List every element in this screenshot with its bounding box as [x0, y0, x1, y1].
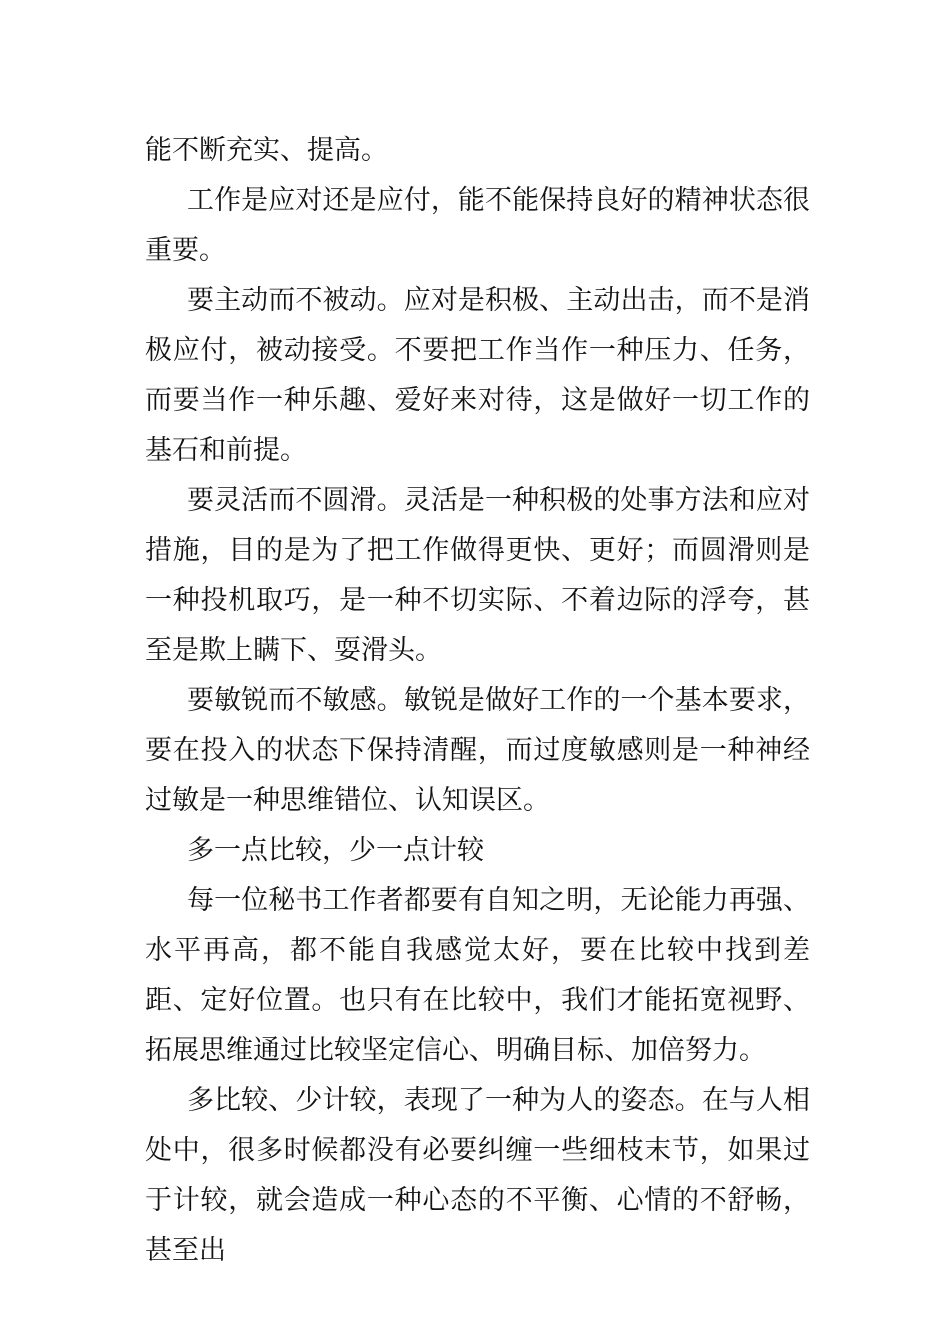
paragraph: 工作是应对还是应付，能不能保持良好的精神状态很重要。 [145, 185, 810, 266]
paragraph: 每一位秘书工作者都要有自知之明，无论能力再强、水平再高，都不能自我感觉太好，要在比较中找到差距、定好位置。也只有在比较中，我们才能拓宽视野、拓展思维通过比较坚定信心、明确目标、加倍努力。 [145, 885, 810, 1066]
paragraph: 要灵活而不圆滑。灵活是一种积极的处事方法和应对措施，目的是为了把工作做得更快、更好；而圆滑则是一种投机取巧，是一种不切实际、不着边际的浮夸，甚至是欺上瞒下、耍滑头。 [145, 485, 810, 666]
paragraph-continued: 能不断充实、提高。 [145, 135, 388, 166]
paragraph: 要主动而不被动。应对是积极、主动出击，而不是消极应付，被动接受。不要把工作当作一种压力、任务，而要当作一种乐趣、爱好来对待，这是做好一切工作的基石和前提。 [145, 285, 810, 466]
paragraph: 要敏锐而不敏感。敏锐是做好工作的一个基本要求，要在投入的状态下保持清醒，而过度敏感则是一种神经过敏是一种思维错位、认知误区。 [145, 685, 810, 816]
paragraph: 多比较、少计较，表现了一种为人的姿态。在与人相处中，很多时候都没有必要纠缠一些细枝末节，如果过于计较，就会造成一种心态的不平衡、心情的不舒畅，甚至出 [145, 1085, 810, 1266]
body-text [145, 126, 810, 1276]
section-heading: 多一点比较，少一点计较 [187, 835, 484, 866]
